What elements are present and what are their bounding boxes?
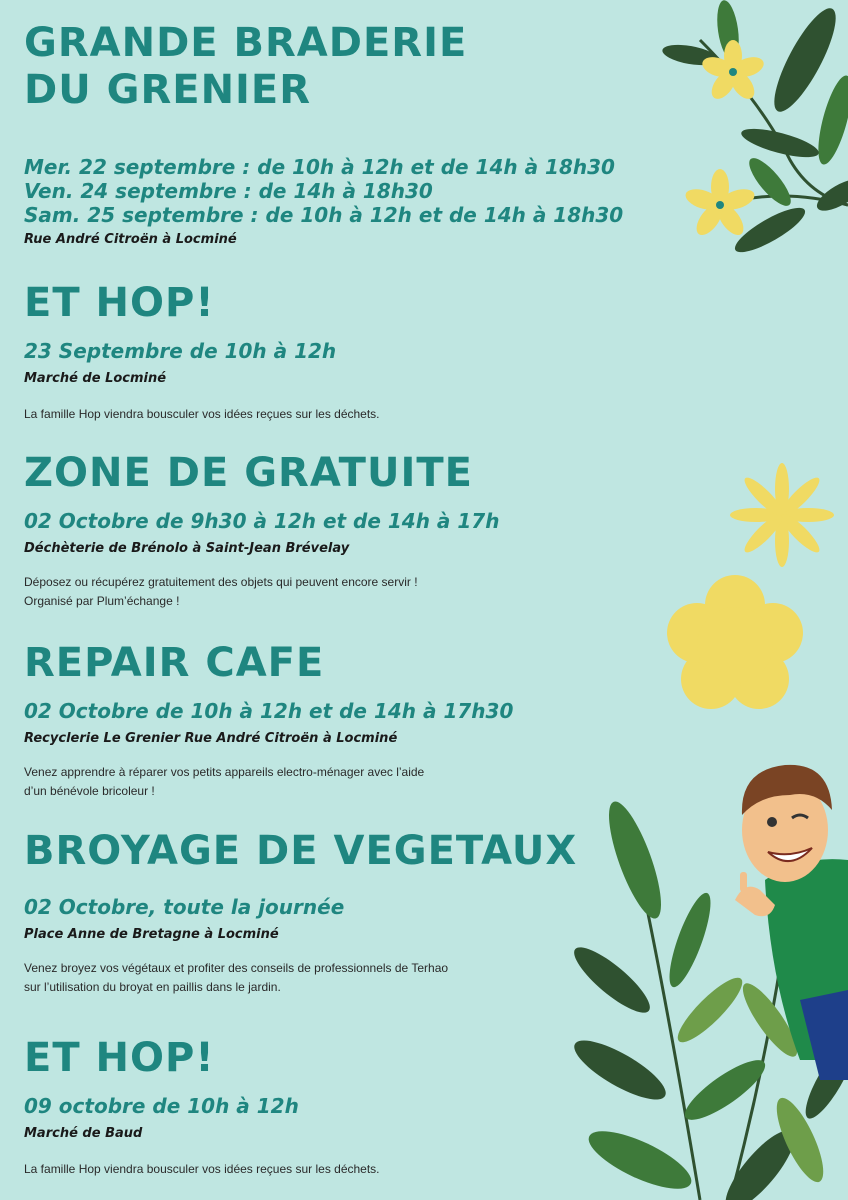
gratuite-description-2: Organisé par Plum’échange ! bbox=[24, 594, 180, 608]
broyage-description-2: sur l’utilisation du broyat en paillis dans le jardin. bbox=[24, 980, 281, 994]
braderie-details bbox=[24, 155, 623, 248]
braderie-date-1: Mer. 22 septembre : de 10h à 12h et de 14h à 18h30 bbox=[24, 155, 615, 179]
broyage-description-1: Venez broyez vos végétaux et profiter des conseils de professionnels de Terhao bbox=[24, 961, 449, 975]
top-branch-illustration bbox=[661, 0, 848, 260]
braderie-title-line1: GRANDE BRADERIE bbox=[24, 20, 468, 66]
hop1-section bbox=[24, 280, 380, 424]
hop2-section bbox=[24, 1035, 380, 1179]
repair-date: 02 Octobre de 10h à 12h et de 14h à 17h30 bbox=[24, 699, 514, 723]
gratuite-section bbox=[24, 450, 499, 611]
yellow-flower-middle bbox=[683, 169, 757, 239]
hop1-description: La famille Hop viendra bousculer vos idées reçues sur les déchets. bbox=[24, 407, 380, 421]
yellow-star-flower bbox=[730, 463, 834, 567]
braderie-date-3: Sam. 25 septembre : de 10h à 12h et de 14h à 18h30 bbox=[24, 203, 624, 227]
braderie-title-line2: DU GRENIER bbox=[24, 67, 312, 113]
repair-section bbox=[24, 640, 513, 801]
broyage-section bbox=[24, 828, 577, 997]
cartoon-man-illustration bbox=[735, 765, 848, 1080]
braderie-section bbox=[24, 20, 467, 114]
repair-title: REPAIR CAFE bbox=[24, 640, 325, 686]
braderie-place: Rue André Citroën à Locminé bbox=[24, 232, 237, 247]
yellow-big-flower bbox=[667, 575, 803, 709]
hop1-date: 23 Septembre de 10h à 12h bbox=[24, 339, 337, 363]
hop2-date: 09 octobre de 10h à 12h bbox=[24, 1094, 299, 1118]
broyage-place: Place Anne de Bretagne à Locminé bbox=[24, 927, 279, 942]
gratuite-description-1: Déposez ou récupérez gratuitement des objets qui peuvent encore servir ! bbox=[24, 575, 418, 589]
braderie-date-2: Ven. 24 septembre : de 14h à 18h30 bbox=[24, 179, 433, 203]
gratuite-date: 02 Octobre de 9h30 à 12h et de 14h à 17h bbox=[24, 509, 500, 533]
gratuite-title: ZONE DE GRATUITE bbox=[24, 450, 473, 496]
hop1-title: ET HOP! bbox=[24, 280, 215, 326]
hop2-title: ET HOP! bbox=[24, 1035, 215, 1081]
broyage-title: BROYAGE DE VEGETAUX bbox=[24, 828, 578, 874]
hop2-description: La famille Hop viendra bousculer vos idées reçues sur les déchets. bbox=[24, 1162, 380, 1176]
repair-place: Recyclerie Le Grenier Rue André Citroën à Locminé bbox=[24, 731, 398, 746]
broyage-date: 02 Octobre, toute la journée bbox=[24, 895, 345, 919]
gratuite-place: Déchèterie de Brénolo à Saint-Jean Brévelay bbox=[24, 541, 350, 556]
repair-description-2: d’un bénévole bricoleur ! bbox=[24, 784, 155, 798]
repair-description-1: Venez apprendre à réparer vos petits appareils electro-ménager avec l’aide bbox=[24, 765, 425, 779]
hop1-place: Marché de Locminé bbox=[24, 371, 167, 386]
hop2-place: Marché de Baud bbox=[24, 1126, 143, 1141]
